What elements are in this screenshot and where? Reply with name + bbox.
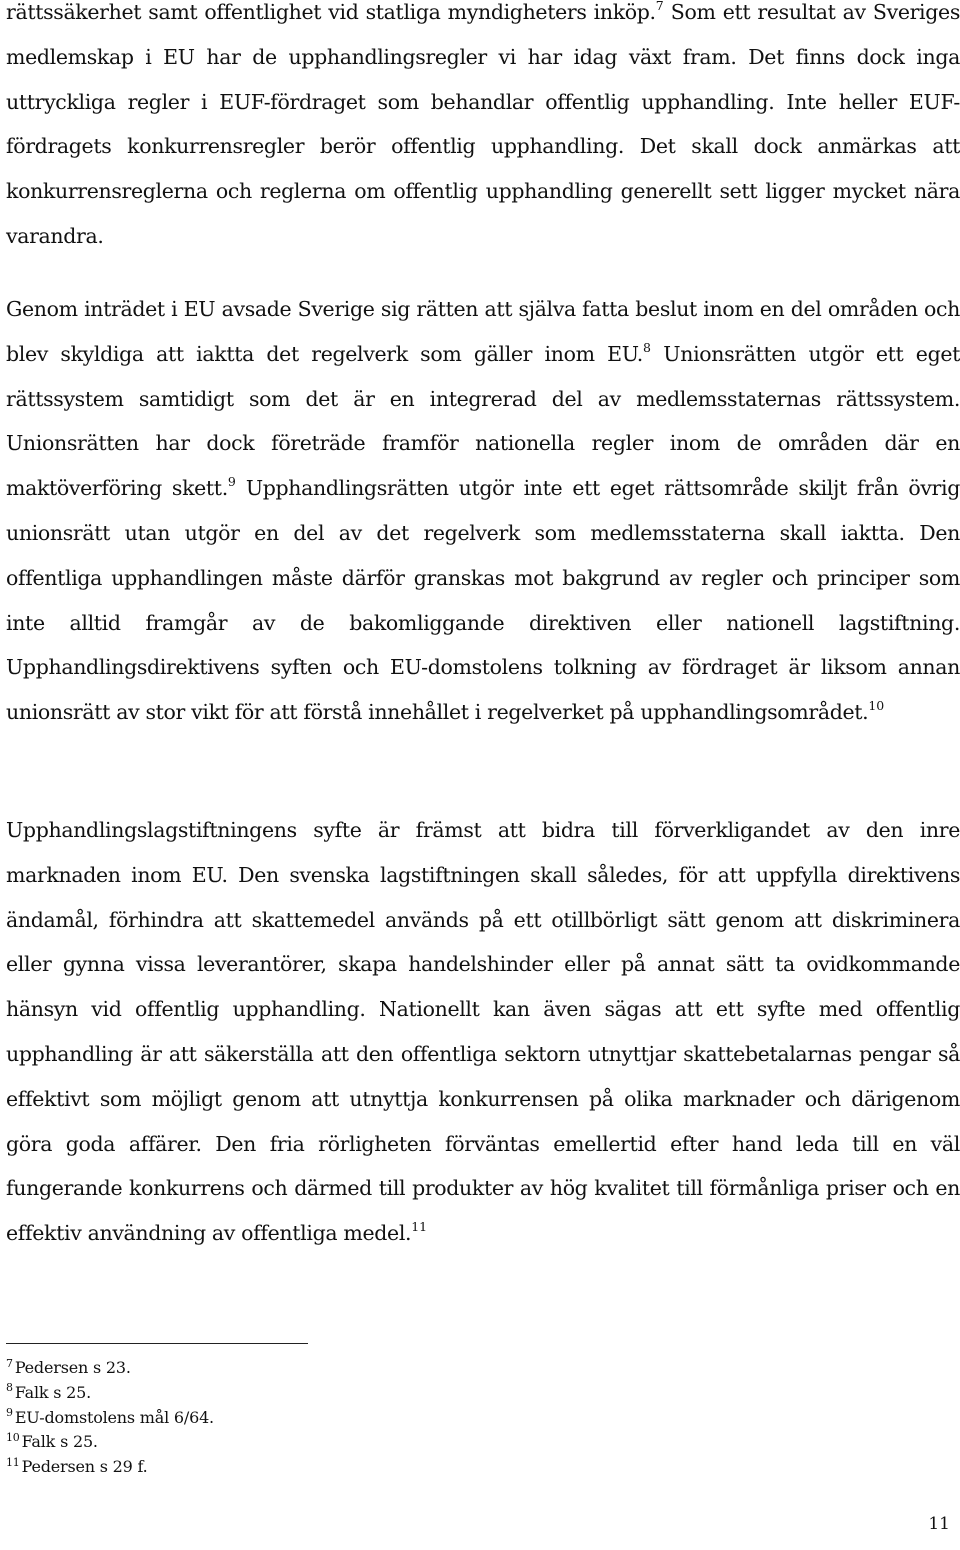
footnote-reference-7[interactable]: 7 — [655, 0, 664, 14]
footnote-reference-11[interactable]: 11 — [411, 1219, 428, 1235]
footnote-reference-10[interactable]: 10 — [868, 698, 885, 714]
footnote-text: Pedersen s 23. — [14, 1358, 131, 1377]
footnote-text: Falk s 25. — [21, 1432, 98, 1452]
footnote-number: 11 — [6, 1455, 20, 1469]
footnote-number: 9 — [6, 1406, 13, 1420]
footnotes — [6, 1356, 606, 1480]
footnote-text: Falk s 25. — [14, 1382, 92, 1402]
footnote-number: 10 — [6, 1431, 20, 1445]
footnote-text: Pedersen s 29 f. — [21, 1457, 148, 1477]
paragraph-text: Genom inträdet i EU avsade Sverige sig rätten att själva fatta beslut inom en del områden och blev skyldiga att iaktta det regelverk som gäller inom EU. — [6, 297, 960, 366]
footnote-number: 8 — [6, 1381, 13, 1395]
paragraph-text: Som ett resultat av Sveriges medlemskap i EU har de upphandlingsregler vi har idag växt fram. Det finns dock inga uttryckliga regler i EUF-fördraget som behandlar offentlig upphandling. Inte heller EUF-fördragets konkurrensregler berör offentlig upphandling. Det skall dock anmärkas att konkurrensreglerna och reglerna om offentlig upphandling generellt sett ligger mycket nära varandra. — [6, 0, 960, 248]
body-paragraph-2 — [6, 287, 960, 735]
footnote-text: EU-domstolens mål 6/64. — [14, 1407, 214, 1427]
paragraph-text: Upphandlingslagstiftningens syfte är främst att bidra till förverkligandet av den inre marknaden inom EU. Den svenska lagstiftningen skall således, för att uppfylla direktivens ändamål, förhindra att skattemedel används på ett otillbörligt sätt genom att diskriminera eller gynna vissa leverantörer, skapa handelshinder eller på annat sätt ta ovidkommande hänsyn vid offentlig upphandling. Nationellt kan även sägas att ett syfte med offentlig upphandling är att säkerställa att den offentliga sektorn utnyttjar skattebetalarnas pengar så effektivt som möjligt genom att utnyttja konkurrensen på olika marknader och därigenom göra goda affärer. Den fria rörligheten förväntas emellertid efter hand leda till en väl fungerande konkurrens och därmed till produkter av hög kvalitet till förmånliga priser och en effektiv användning av offentliga medel. — [6, 818, 960, 1246]
footnote-item — [6, 1356, 606, 1381]
body-paragraph-3 — [6, 808, 960, 1256]
footnote-item — [6, 1430, 606, 1455]
body-paragraph-1 — [6, 0, 960, 259]
footnote-separator — [6, 1343, 308, 1344]
footnote-item — [6, 1455, 606, 1480]
footnote-number: 7 — [6, 1356, 13, 1370]
footnote-reference-9[interactable]: 9 — [227, 474, 236, 490]
paragraph-text: Upphandlingsrätten utgör inte ett eget rättsområde skiljt från övrig unionsrätt utan utgör en del av det regelverk som medlemsstaterna skall iaktta. Den offentliga upphandlingen måste därför granskas mot bakgrund av regler och principer som inte alltid framgår av de bakomliggande direktiven eller nationell lagstiftning. Upphandlingsdirektivens syften och EU-domstolens tolkning av fördraget är liksom annan unionsrätt av stor vikt för att förstå innehållet i regelverket på upphandlingsområdet. — [6, 476, 960, 725]
footnote-item — [6, 1381, 606, 1406]
paragraph-text: rättssäkerhet samt offentlighet vid statliga myndigheters inköp. — [6, 0, 656, 24]
footnote-item — [6, 1406, 606, 1431]
page-number: 11 — [928, 1514, 950, 1534]
paragraph-text: Unionsrätten utgör ett eget rättssystem samtidigt som det är en integrerad del av medlemsstaternas rättssystem. Unionsrätten har dock företräde framför nationella regler inom de områden där en maktöverföring skett. — [6, 341, 960, 501]
footnote-reference-8[interactable]: 8 — [642, 339, 651, 355]
